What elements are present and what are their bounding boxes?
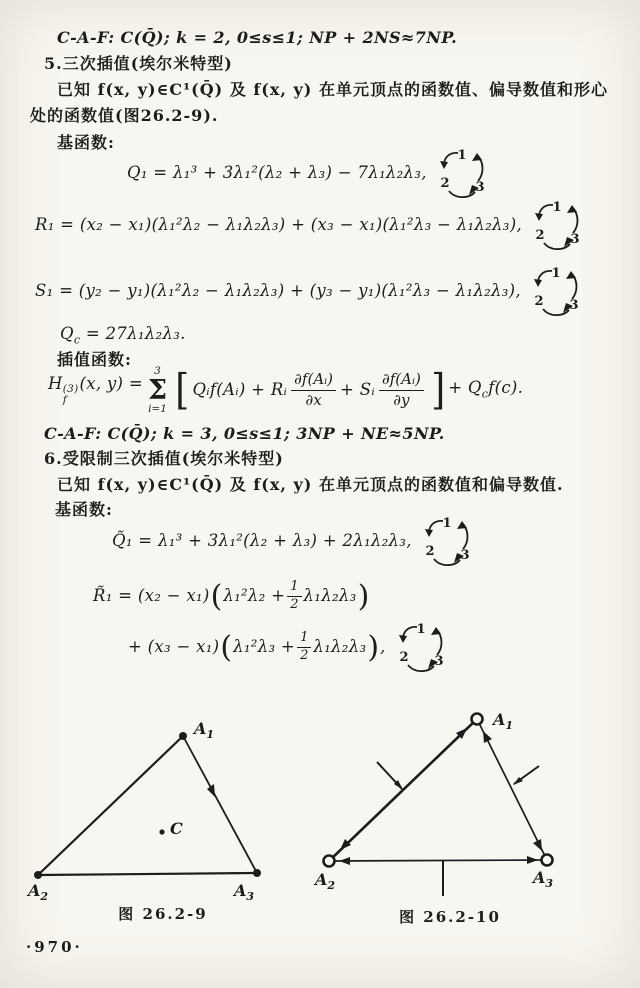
summation-operator xyxy=(148,366,167,414)
fraction-denominator: ∂x xyxy=(305,390,322,409)
fraction-denominator: 2 xyxy=(290,596,299,612)
caf-summary-line-1: C-A-F: C(Q̄); k = 2, 0≤s≤1; NP + 2NS≈7NP. xyxy=(57,28,458,47)
triangle-edge-a2-a3 xyxy=(329,860,547,861)
h-superscript: (3) xyxy=(62,382,79,395)
fraction-denominator: 2 xyxy=(300,647,309,663)
cycle-arrowhead xyxy=(431,627,441,635)
cycle-node-3: 3 xyxy=(569,298,579,313)
cycle-arrowhead xyxy=(425,529,433,537)
right-paren: ) xyxy=(357,578,370,614)
cycle-arrowhead xyxy=(535,213,543,221)
formula-h-lhs xyxy=(48,374,143,406)
label-subscript: 1 xyxy=(206,728,215,742)
formula-rtilde-line2 xyxy=(128,622,444,672)
rtilde2-pre: + (x₃ − x₁) xyxy=(128,636,220,656)
caf-summary-line-2: C-A-F: C(Q̄); k = 3, 0≤s≤1; 3NP + NE≈5NP. xyxy=(44,424,445,443)
fraction-numerator: ∂f(Aᵢ) xyxy=(291,371,336,390)
cyclic-permutation-icon xyxy=(424,516,470,566)
vertex-circle-a1 xyxy=(472,714,483,725)
rtilde-seg1: λ₁²λ₂ + xyxy=(223,586,286,606)
basis-functions-label-5: 基函数: xyxy=(57,133,115,152)
formula-qc-base: Q xyxy=(60,324,74,343)
cyclic-permutation-icon xyxy=(398,622,444,672)
label-subscript: 3 xyxy=(246,890,255,904)
h-supsub xyxy=(63,384,79,406)
cycle-arrowhead xyxy=(440,161,448,169)
rtilde-seg2: λ₁λ₂λ₃ xyxy=(303,586,357,606)
vertex-label-a3 xyxy=(234,881,254,903)
rtilde-pre: R̃₁ = (x₂ − x₁) xyxy=(93,586,210,606)
h-tail-base: + Q xyxy=(448,378,482,398)
label-base: A xyxy=(194,719,207,738)
cycle-node-1: 1 xyxy=(552,200,562,215)
partial-y-fraction xyxy=(379,371,424,409)
left-paren: ( xyxy=(220,629,233,665)
cycle-node-2: 2 xyxy=(534,294,544,309)
formula-rtilde-line1 xyxy=(93,580,370,613)
label-base: A xyxy=(315,870,328,889)
left-paren: ( xyxy=(210,578,223,614)
paragraph-known-5-line1: 已知 f(x, y)∈C¹(Q̄) 及 f(x, y) 在单元顶点的函数值、偏导数值和形心 xyxy=(57,80,608,99)
page-number: ·970· xyxy=(26,938,83,956)
label-base: A xyxy=(533,868,546,887)
vertex-circle-a2 xyxy=(324,856,335,867)
formula-h-row xyxy=(48,366,523,414)
cycle-node-1: 1 xyxy=(457,148,467,163)
vertex-label-a1 xyxy=(493,710,513,732)
vertex-label-a3 xyxy=(533,868,553,890)
cyclic-permutation-icon xyxy=(533,266,579,316)
basis-functions-label-6: 基函数: xyxy=(55,500,113,519)
edge-arrowhead-toward-a3 xyxy=(533,839,542,851)
h-tail-rest: f(c). xyxy=(488,378,524,398)
edge-arrowhead-toward-a3 xyxy=(527,856,538,864)
cyclic-permutation-icon xyxy=(439,148,485,198)
figure-26-2-9 xyxy=(28,705,293,933)
label-subscript: 2 xyxy=(327,879,336,893)
partial-x-fraction xyxy=(291,371,336,409)
rtilde2-seg2: λ₁λ₂λ₃ xyxy=(313,636,367,656)
cycle-node-1: 1 xyxy=(551,266,561,281)
formula-qc-rest: = 27λ₁λ₂λ₃. xyxy=(80,324,186,343)
right-bracket: ] xyxy=(431,365,445,415)
formula-qc xyxy=(60,324,186,347)
cycle-node-3: 3 xyxy=(570,232,580,247)
cycle-arrowhead xyxy=(567,205,577,213)
cycle-arrowhead xyxy=(472,153,482,161)
edge-arrowhead-toward-a2 xyxy=(339,857,350,865)
vertex-dot-a1 xyxy=(179,732,187,740)
right-paren: ) xyxy=(367,629,380,665)
formula-q1-row xyxy=(127,148,485,198)
triangle-edge-a3-a1 xyxy=(183,736,257,873)
figure-26-2-10 xyxy=(315,700,625,936)
sum-lower-limit: i=1 xyxy=(148,402,167,415)
interpolation-function-label: 插值函数: xyxy=(57,350,132,369)
fraction-denominator: ∂y xyxy=(393,390,410,409)
label-base: A xyxy=(234,881,247,900)
vertex-dot-a3 xyxy=(253,869,261,877)
triangle-edge-a1-a2 xyxy=(38,736,183,875)
label-subscript: 3 xyxy=(545,877,554,891)
cycle-node-1: 1 xyxy=(442,516,452,531)
one-half-fraction xyxy=(297,631,311,664)
fraction-numerator: 1 xyxy=(287,580,301,597)
one-half-fraction xyxy=(287,580,301,613)
cycle-arrowhead xyxy=(457,521,467,529)
cycle-node-1: 1 xyxy=(416,622,426,637)
formula-qtilde: Q̃₁ = λ₁³ + 3λ₁²(λ₂ + λ₃) + 2λ₁λ₂λ₃, xyxy=(112,530,412,550)
triangle-edge-a2-a3 xyxy=(38,873,257,875)
cycle-arrowhead xyxy=(534,279,542,287)
rtilde2-comma: , xyxy=(380,636,386,656)
rtilde2-seg1: λ₁²λ₃ + xyxy=(233,636,296,656)
cycle-node-3: 3 xyxy=(460,548,470,563)
cycle-node-3: 3 xyxy=(475,180,485,195)
vertex-dot-a2 xyxy=(34,871,42,879)
sigma-symbol: Σ xyxy=(147,374,168,406)
formula-q1: Q₁ = λ₁³ + 3λ₁²(λ₂ + λ₃) − 7λ₁λ₂λ₃, xyxy=(127,162,427,182)
cycle-node-2: 2 xyxy=(535,228,545,243)
paragraph-known-5-line2: 处的函数值(图26.2-9). xyxy=(30,106,219,125)
paragraph-known-6: 已知 f(x, y)∈C¹(Q̄) 及 f(x, y) 在单元顶点的函数值和偏导数值. xyxy=(57,475,564,494)
label-subscript: 2 xyxy=(40,890,49,904)
fraction-numerator: ∂f(Aᵢ) xyxy=(379,371,424,390)
formula-s1-row xyxy=(35,266,579,316)
figure-caption: 图 26.2-10 xyxy=(399,908,501,926)
h-term-1: Qᵢf(Aᵢ) + Rᵢ xyxy=(192,379,288,399)
sum-upper-limit: 3 xyxy=(154,365,161,377)
formula-qtilde-row xyxy=(112,516,470,566)
cycle-node-3: 3 xyxy=(434,654,444,669)
h-subscript: f xyxy=(62,394,67,406)
label-subscript: 1 xyxy=(505,719,514,733)
section-heading-5: 5.三次插值(埃尔米特型) xyxy=(44,54,233,73)
h-symbol: H xyxy=(48,373,63,393)
formula-r1-row xyxy=(35,200,580,250)
cycle-node-2: 2 xyxy=(399,650,409,665)
cycle-node-2: 2 xyxy=(440,176,450,191)
vertex-label-a2 xyxy=(315,870,335,892)
cycle-arrowhead xyxy=(566,271,576,279)
section-heading-6: 6.受限制三次插值(埃尔米特型) xyxy=(44,449,284,468)
label-base: A xyxy=(28,881,41,900)
triangle-diagram-with-derivatives xyxy=(315,700,625,936)
formula-s1: S₁ = (y₂ − y₁)(λ₁²λ₂ − λ₁λ₂λ₃) + (y₃ − y₁)(λ₁²λ₃ − λ₁λ₂λ₃), xyxy=(35,280,521,300)
centroid-dot xyxy=(159,829,164,834)
cycle-node-2: 2 xyxy=(425,544,435,559)
h-arguments: (x, y) = xyxy=(79,373,143,393)
h-tail-subscript: c xyxy=(481,387,489,401)
vertex-circle-a3 xyxy=(542,855,553,866)
vertex-label-a2 xyxy=(28,881,48,903)
vertex-label-a1 xyxy=(194,719,214,741)
h-term-2: + Sᵢ xyxy=(340,379,375,399)
label-base: A xyxy=(493,710,506,729)
cycle-arrowhead xyxy=(399,635,407,643)
cyclic-permutation-icon xyxy=(534,200,580,250)
h-tail xyxy=(448,378,523,401)
edge-arrowhead-toward-a1 xyxy=(483,731,492,743)
fraction-numerator: 1 xyxy=(297,631,311,648)
figure-caption: 图 26.2-9 xyxy=(118,905,208,923)
formula-r1: R₁ = (x₂ − x₁)(λ₁²λ₂ − λ₁λ₂λ₃) + (x₃ − x₁)(λ₁²λ₃ − λ₁λ₂λ₃), xyxy=(35,214,522,234)
left-bracket: [ xyxy=(175,365,190,415)
formula-qc-subscript: c xyxy=(73,333,81,347)
centroid-label: C xyxy=(170,819,183,838)
